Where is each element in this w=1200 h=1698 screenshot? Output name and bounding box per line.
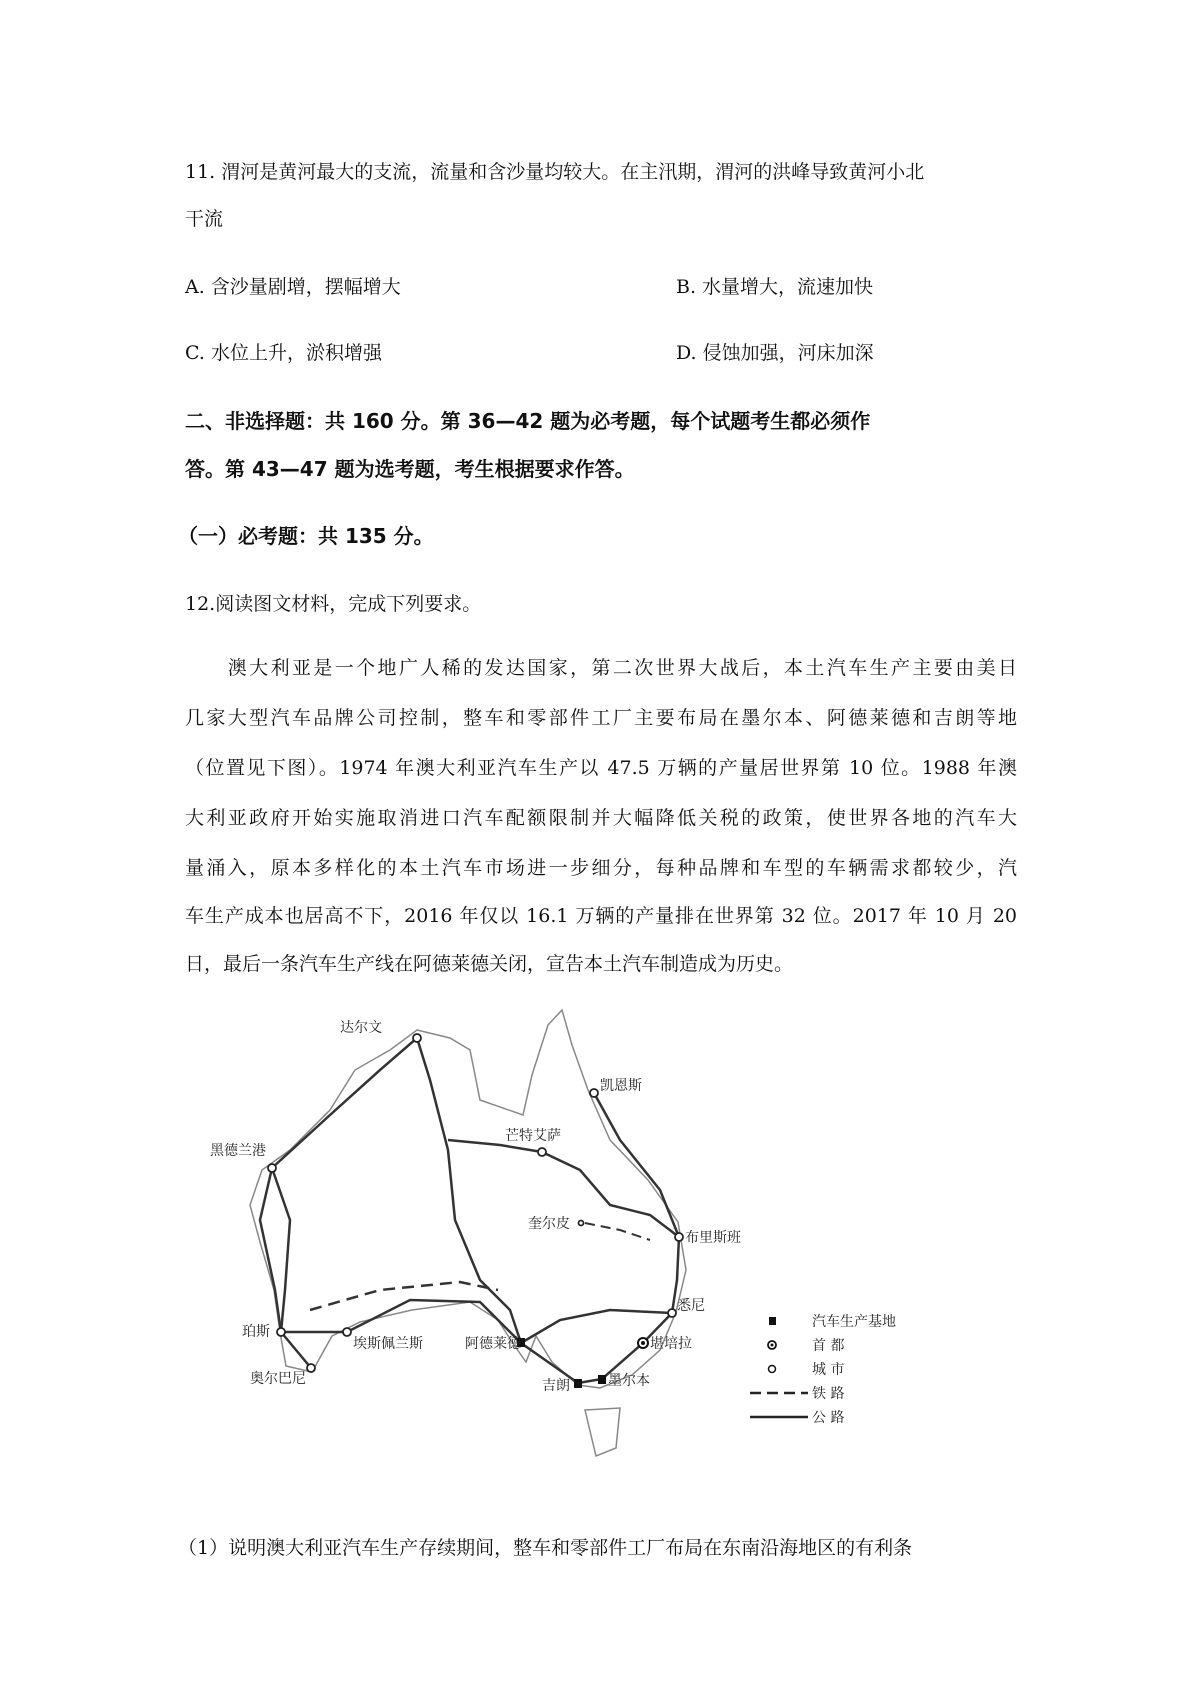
paragraph-line: （位置见下图）。1974 年澳大利亚汽车生产以 47.5 万辆的产量居世界第 10 位。1988 年澳 — [185, 757, 1017, 779]
paragraph-line: 车生产成本也居高不下，2016 年仅以 16.1 万辆的产量排在世界第 32 位。2017 年 10 月 20 — [185, 905, 1017, 927]
australia-map — [180, 990, 980, 1470]
label-port-hedland: 黑德兰港 — [210, 1143, 266, 1159]
capital-marker — [638, 1338, 648, 1348]
label-darwin: 达尔文 — [340, 1020, 382, 1036]
label-quilpie: 奎尔皮 — [528, 1216, 570, 1232]
paragraph-line: 大利亚政府开始实施取消进口汽车配额限制并大幅降低关税的政策，使世界各地的汽车大 — [185, 807, 1017, 829]
legend-railway: 铁 路 — [812, 1386, 845, 1402]
legend-highway: 公 路 — [812, 1410, 845, 1426]
paragraph-line: 量涌入，原本多样化的本土汽车市场进一步细分，每种品牌和车型的车辆需求都较少，汽 — [185, 857, 1017, 879]
label-mount-isa: 芒特艾萨 — [505, 1128, 561, 1144]
label-geelong: 吉朗 — [542, 1378, 570, 1394]
q11-stem-line1: 11. 渭河是黄河最大的支流，流量和含沙量均较大。在主汛期，渭河的洪峰导致黄河小北 — [185, 161, 925, 183]
railway — [585, 1223, 650, 1240]
legend-car-base: 汽车生产基地 — [812, 1314, 896, 1330]
q11-option-b: B. 水量增大，流速加快 — [676, 276, 874, 298]
label-sydney: 悉尼 — [677, 1298, 705, 1314]
legend-city: 城 市 — [812, 1362, 845, 1378]
q11-stem-line2: 干流 — [185, 208, 224, 230]
label-cairns: 凯恩斯 — [600, 1078, 642, 1094]
label-perth: 珀斯 — [242, 1324, 270, 1340]
q11-option-d: D. 侵蚀加强，河床加深 — [676, 342, 874, 364]
q11-option-a: A. 含沙量剧增，摆幅增大 — [185, 276, 401, 298]
paragraph-line: 澳大利亚是一个地广人稀的发达国家，第二次世界大战后，本土汽车生产主要由美日 — [185, 657, 1017, 679]
q12-sub-question-1: （1）说明澳大利亚汽车生产存续期间，整车和零部件工厂布局在东南沿海地区的有利条 — [178, 1537, 913, 1559]
label-melbourne: 墨尔本 — [608, 1373, 650, 1389]
section2-heading-line1: 二、非选择题：共 160 分。第 36—42 题为必考题，每个试题考生都必须作 — [185, 409, 871, 433]
paragraph-line: 几家大型汽车品牌公司控制，整车和零部件工厂主要布局在墨尔本、阿德莱德和吉朗等地 — [185, 707, 1017, 729]
map-legend — [750, 1313, 896, 1426]
paragraph-line: 日，最后一条汽车生产线在阿德莱德关闭，宣告本土汽车制造成为历史。 — [185, 953, 794, 975]
q12-stem: 12.阅读图文材料，完成下列要求。 — [185, 593, 482, 615]
section2-subheading: （一）必考题：共 135 分。 — [178, 524, 434, 548]
label-canberra: 堪培拉 — [650, 1336, 692, 1352]
legend-capital: 首 都 — [812, 1338, 845, 1354]
label-albany: 奥尔巴尼 — [250, 1371, 306, 1387]
railway — [310, 1282, 498, 1310]
section2-heading-line2: 答。第 43—47 题为选考题，考生根据要求作答。 — [185, 457, 635, 481]
label-esperance: 埃斯佩兰斯 — [353, 1336, 423, 1352]
tasmania-outline — [585, 1408, 620, 1456]
q11-option-c: C. 水位上升，淤积增强 — [185, 342, 382, 364]
label-adelaide: 阿德莱德 — [465, 1336, 521, 1352]
label-brisbane: 布里斯班 — [685, 1230, 741, 1246]
